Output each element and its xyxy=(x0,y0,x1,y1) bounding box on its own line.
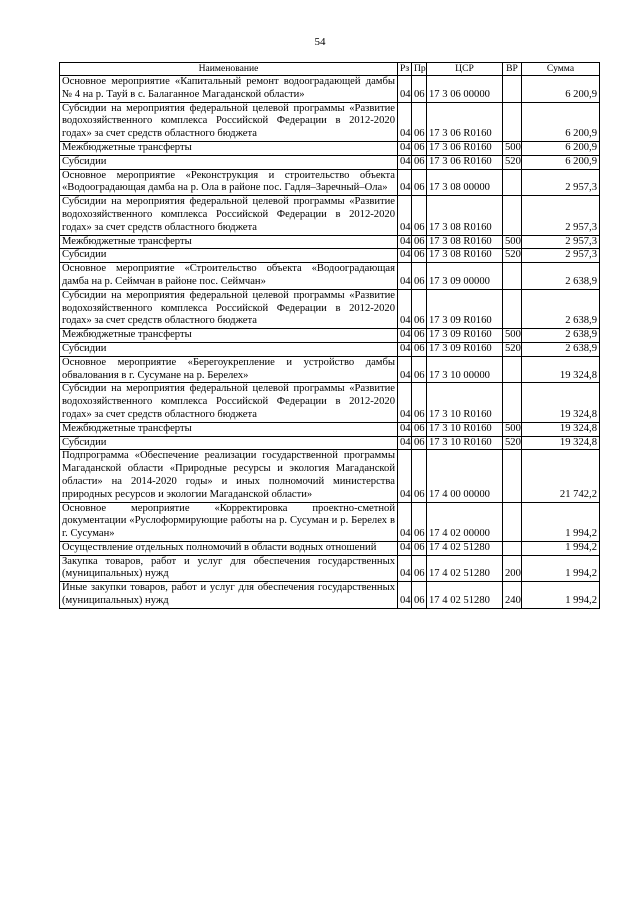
row-csr-cell: 17 3 06 R0160 xyxy=(427,155,503,169)
row-pr-cell: 06 xyxy=(412,342,427,356)
row-name-cell: Субсидии на мероприятия федеральной целевой программы «Развитие водохозяйственного комплекса Российской Федерации в 2012-2020 годах» за счет средств областного бюджета xyxy=(60,383,398,422)
row-rz-cell: 04 xyxy=(398,436,412,450)
row-vr-cell xyxy=(503,356,522,383)
table-row xyxy=(60,356,600,383)
table-row xyxy=(60,422,600,436)
row-csr-cell: 17 3 08 R0160 xyxy=(427,196,503,235)
row-name-cell: Осуществление отдельных полномочий в области водных отношений xyxy=(60,541,398,555)
row-name-cell: Межбюджетные трансферты xyxy=(60,422,398,436)
row-name-cell: Субсидии xyxy=(60,436,398,450)
table-header-row xyxy=(60,63,600,76)
table-row xyxy=(60,502,600,541)
row-csr-cell: 17 3 09 R0160 xyxy=(427,342,503,356)
row-sum-cell: 2 957,3 xyxy=(522,169,600,196)
table-row xyxy=(60,582,600,609)
row-rz-cell: 04 xyxy=(398,169,412,196)
row-name-cell: Субсидии на мероприятия федеральной целевой программы «Развитие водохозяйственного комплекса Российской Федерации в 2012-2020 годах» за счет средств областного бюджета xyxy=(60,289,398,328)
row-sum-cell: 1 994,2 xyxy=(522,582,600,609)
row-csr-cell: 17 3 08 R0160 xyxy=(427,249,503,263)
table-row xyxy=(60,235,600,249)
row-name-cell: Основное мероприятие «Капитальный ремонт водооградающей дамбы № 4 на р. Тауй в с. Балаганное Магаданской области» xyxy=(60,76,398,103)
row-rz-cell: 04 xyxy=(398,541,412,555)
row-pr-cell: 06 xyxy=(412,582,427,609)
row-sum-cell: 2 957,3 xyxy=(522,249,600,263)
row-csr-cell: 17 3 08 R0160 xyxy=(427,235,503,249)
row-vr-cell xyxy=(503,502,522,541)
row-sum-cell: 6 200,9 xyxy=(522,155,600,169)
row-sum-cell: 19 324,8 xyxy=(522,356,600,383)
row-name-cell: Межбюджетные трансферты xyxy=(60,235,398,249)
row-vr-cell: 200 xyxy=(503,555,522,582)
row-name-cell: Иные закупки товаров, работ и услуг для обеспечения государственных (муниципальных) нужд xyxy=(60,582,398,609)
row-csr-cell: 17 4 02 51280 xyxy=(427,541,503,555)
row-pr-cell: 06 xyxy=(412,249,427,263)
row-pr-cell: 06 xyxy=(412,155,427,169)
row-sum-cell: 2 957,3 xyxy=(522,196,600,235)
table-row xyxy=(60,196,600,235)
row-vr-cell: 520 xyxy=(503,249,522,263)
row-name-cell: Межбюджетные трансферты xyxy=(60,329,398,343)
header-csr: ЦСР xyxy=(427,63,503,76)
row-pr-cell: 06 xyxy=(412,102,427,141)
row-pr-cell: 06 xyxy=(412,383,427,422)
row-vr-cell: 520 xyxy=(503,155,522,169)
table-row xyxy=(60,342,600,356)
row-vr-cell xyxy=(503,169,522,196)
row-name-cell: Субсидии xyxy=(60,249,398,263)
table-row xyxy=(60,263,600,290)
row-rz-cell: 04 xyxy=(398,289,412,328)
row-csr-cell: 17 4 00 00000 xyxy=(427,450,503,502)
header-sum: Сумма xyxy=(522,63,600,76)
row-sum-cell: 1 994,2 xyxy=(522,502,600,541)
row-name-cell: Основное мероприятие «Берегоукрепление и устройство дамбы обвалования в г. Сусумане на р. Берелех» xyxy=(60,356,398,383)
row-csr-cell: 17 3 08 00000 xyxy=(427,169,503,196)
row-name-cell: Подпрограмма «Обеспечение реализации государственной программы Магаданской области «Природные ресурсы и экология Магаданской области» на 2014-2020 годы» и иных полномочий министерства природных ресурсов и экологии Магаданской области» xyxy=(60,450,398,502)
header-pr: Пр xyxy=(412,63,427,76)
row-rz-cell: 04 xyxy=(398,582,412,609)
row-sum-cell: 1 994,2 xyxy=(522,541,600,555)
row-sum-cell: 19 324,8 xyxy=(522,436,600,450)
page-number: 54 xyxy=(314,36,326,48)
row-rz-cell: 04 xyxy=(398,102,412,141)
row-rz-cell: 04 xyxy=(398,329,412,343)
row-pr-cell: 06 xyxy=(412,196,427,235)
row-vr-cell: 500 xyxy=(503,422,522,436)
row-vr-cell xyxy=(503,383,522,422)
table-row xyxy=(60,555,600,582)
row-csr-cell: 17 3 06 R0160 xyxy=(427,102,503,141)
row-sum-cell: 19 324,8 xyxy=(522,422,600,436)
table-row xyxy=(60,155,600,169)
row-sum-cell: 21 742,2 xyxy=(522,450,600,502)
row-sum-cell: 6 200,9 xyxy=(522,76,600,103)
table-row xyxy=(60,102,600,141)
row-name-cell: Субсидии xyxy=(60,342,398,356)
row-rz-cell: 04 xyxy=(398,422,412,436)
row-csr-cell: 17 3 10 R0160 xyxy=(427,422,503,436)
row-csr-cell: 17 3 06 R0160 xyxy=(427,141,503,155)
table-row xyxy=(60,541,600,555)
table-row xyxy=(60,436,600,450)
row-rz-cell: 04 xyxy=(398,76,412,103)
row-csr-cell: 17 3 09 00000 xyxy=(427,263,503,290)
row-vr-cell: 500 xyxy=(503,235,522,249)
row-csr-cell: 17 4 02 51280 xyxy=(427,582,503,609)
row-sum-cell: 2 638,9 xyxy=(522,329,600,343)
row-name-cell: Субсидии на мероприятия федеральной целевой программы «Развитие водохозяйственного комплекса Российской Федерации в 2012-2020 годах» за счет средств областного бюджета xyxy=(60,196,398,235)
row-vr-cell: 240 xyxy=(503,582,522,609)
header-name: Наименование xyxy=(60,63,398,76)
row-pr-cell: 06 xyxy=(412,450,427,502)
row-csr-cell: 17 4 02 51280 xyxy=(427,555,503,582)
header-vr: ВР xyxy=(503,63,522,76)
row-rz-cell: 04 xyxy=(398,263,412,290)
row-vr-cell: 520 xyxy=(503,342,522,356)
row-rz-cell: 04 xyxy=(398,342,412,356)
row-csr-cell: 17 3 06 00000 xyxy=(427,76,503,103)
row-vr-cell xyxy=(503,102,522,141)
row-vr-cell: 500 xyxy=(503,329,522,343)
budget-table xyxy=(59,62,600,609)
row-vr-cell xyxy=(503,263,522,290)
row-vr-cell xyxy=(503,76,522,103)
header-rz: Рз xyxy=(398,63,412,76)
row-csr-cell: 17 3 10 00000 xyxy=(427,356,503,383)
row-csr-cell: 17 3 10 R0160 xyxy=(427,383,503,422)
row-name-cell: Основное мероприятие «Корректировка проектно-сметной документации «Руслоформирующие работы на р. Сусуман и р. Берелех в г. Сусуман» xyxy=(60,502,398,541)
row-sum-cell: 6 200,9 xyxy=(522,102,600,141)
row-pr-cell: 06 xyxy=(412,141,427,155)
row-csr-cell: 17 3 10 R0160 xyxy=(427,436,503,450)
row-pr-cell: 06 xyxy=(412,436,427,450)
row-vr-cell xyxy=(503,541,522,555)
row-pr-cell: 06 xyxy=(412,502,427,541)
row-pr-cell: 06 xyxy=(412,555,427,582)
row-vr-cell xyxy=(503,196,522,235)
row-pr-cell: 06 xyxy=(412,422,427,436)
row-rz-cell: 04 xyxy=(398,356,412,383)
row-name-cell: Межбюджетные трансферты xyxy=(60,141,398,155)
table-row xyxy=(60,141,600,155)
row-sum-cell: 2 638,9 xyxy=(522,263,600,290)
row-sum-cell: 19 324,8 xyxy=(522,383,600,422)
row-sum-cell: 2 957,3 xyxy=(522,235,600,249)
row-rz-cell: 04 xyxy=(398,502,412,541)
row-sum-cell: 2 638,9 xyxy=(522,342,600,356)
row-pr-cell: 06 xyxy=(412,329,427,343)
row-vr-cell xyxy=(503,289,522,328)
table-row xyxy=(60,450,600,502)
table-row xyxy=(60,289,600,328)
row-pr-cell: 06 xyxy=(412,235,427,249)
table-row xyxy=(60,383,600,422)
row-csr-cell: 17 3 09 R0160 xyxy=(427,329,503,343)
row-rz-cell: 04 xyxy=(398,235,412,249)
row-csr-cell: 17 3 09 R0160 xyxy=(427,289,503,328)
row-rz-cell: 04 xyxy=(398,249,412,263)
row-name-cell: Основное мероприятие «Строительство объекта «Водооградающая дамба на р. Сеймчан в районе пос. Сеймчан» xyxy=(60,263,398,290)
row-vr-cell: 520 xyxy=(503,436,522,450)
row-pr-cell: 06 xyxy=(412,541,427,555)
table-row xyxy=(60,76,600,103)
table-row xyxy=(60,249,600,263)
row-rz-cell: 04 xyxy=(398,383,412,422)
row-vr-cell: 500 xyxy=(503,141,522,155)
row-pr-cell: 06 xyxy=(412,169,427,196)
row-name-cell: Закупка товаров, работ и услуг для обеспечения государственных (муниципальных) нужд xyxy=(60,555,398,582)
row-sum-cell: 1 994,2 xyxy=(522,555,600,582)
row-sum-cell: 6 200,9 xyxy=(522,141,600,155)
row-vr-cell xyxy=(503,450,522,502)
row-name-cell: Основное мероприятие «Реконструкция и строительство объекта «Водооградающая дамба на р. Ола в районе пос. Гадля–Заречный–Ола» xyxy=(60,169,398,196)
row-sum-cell: 2 638,9 xyxy=(522,289,600,328)
row-name-cell: Субсидии на мероприятия федеральной целевой программы «Развитие водохозяйственного комплекса Российской Федерации в 2012-2020 годах» за счет средств областного бюджета xyxy=(60,102,398,141)
row-pr-cell: 06 xyxy=(412,263,427,290)
row-pr-cell: 06 xyxy=(412,356,427,383)
row-rz-cell: 04 xyxy=(398,155,412,169)
row-csr-cell: 17 4 02 00000 xyxy=(427,502,503,541)
table-row xyxy=(60,329,600,343)
table-row xyxy=(60,169,600,196)
row-rz-cell: 04 xyxy=(398,450,412,502)
row-name-cell: Субсидии xyxy=(60,155,398,169)
row-pr-cell: 06 xyxy=(412,76,427,103)
row-pr-cell: 06 xyxy=(412,289,427,328)
row-rz-cell: 04 xyxy=(398,555,412,582)
row-rz-cell: 04 xyxy=(398,196,412,235)
row-rz-cell: 04 xyxy=(398,141,412,155)
